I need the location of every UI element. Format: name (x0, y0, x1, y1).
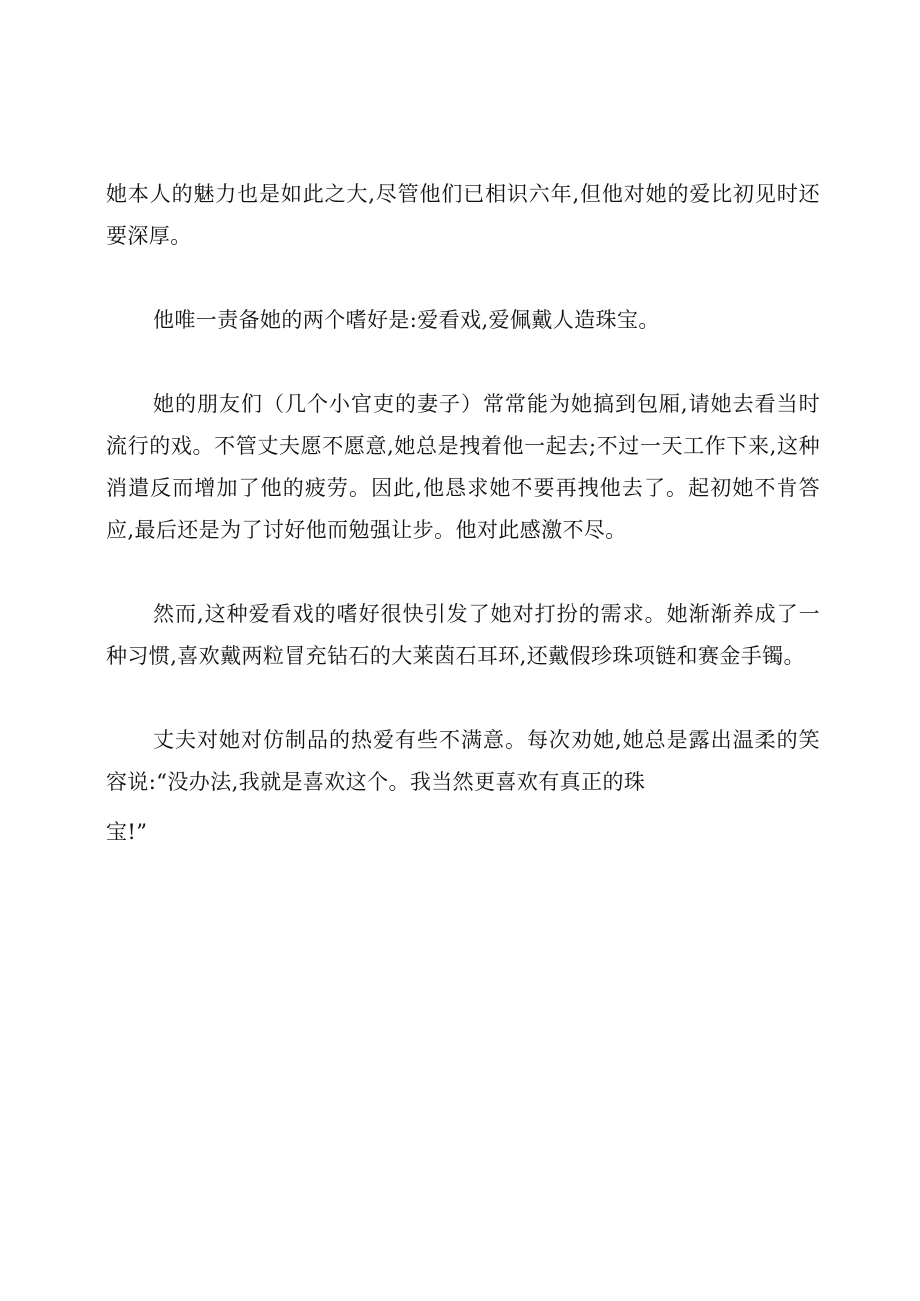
paragraph-gap (106, 677, 820, 719)
paragraph-5-continuation: 宝!” (106, 820, 148, 844)
document-body (106, 173, 820, 853)
paragraph-gap (106, 551, 820, 593)
paragraph-1: 她本人的魅力也是如此之大,尽管他们已相识六年,但他对她的爱比初见时还要深厚。 (106, 182, 820, 248)
paragraph-4: 然而,这种爱看戏的嗜好很快引发了她对打扮的需求。她渐渐养成了一种习惯,喜欢戴两粒冒充钻石的大莱茵石耳环,还戴假珍珠项链和赛金手镯。 (106, 602, 820, 668)
paragraph-gap (106, 257, 820, 299)
paragraph-5: 丈夫对她对仿制品的热爱有些不满意。每次劝她,她总是露出温柔的笑容说:“没办法,我就是喜欢这个。我当然更喜欢有真正的珠 (106, 728, 820, 794)
paragraph-2: 他唯一责备她的两个嗜好是:爱看戏,爱佩戴人造珠宝。 (153, 308, 660, 332)
paragraph-3: 她的朋友们（几个小官吏的妻子）常常能为她搞到包厢,请她去看当时流行的戏。不管丈夫愿不愿意,她总是拽着他一起去;不过一天工作下来,这种消遣反而增加了他的疲劳。因此,他恳求她不要再拽他去了。起初她不肯答应,最后还是为了讨好他而勉强让步。他对此感激不尽。 (106, 392, 820, 542)
paragraph-gap (106, 341, 820, 383)
